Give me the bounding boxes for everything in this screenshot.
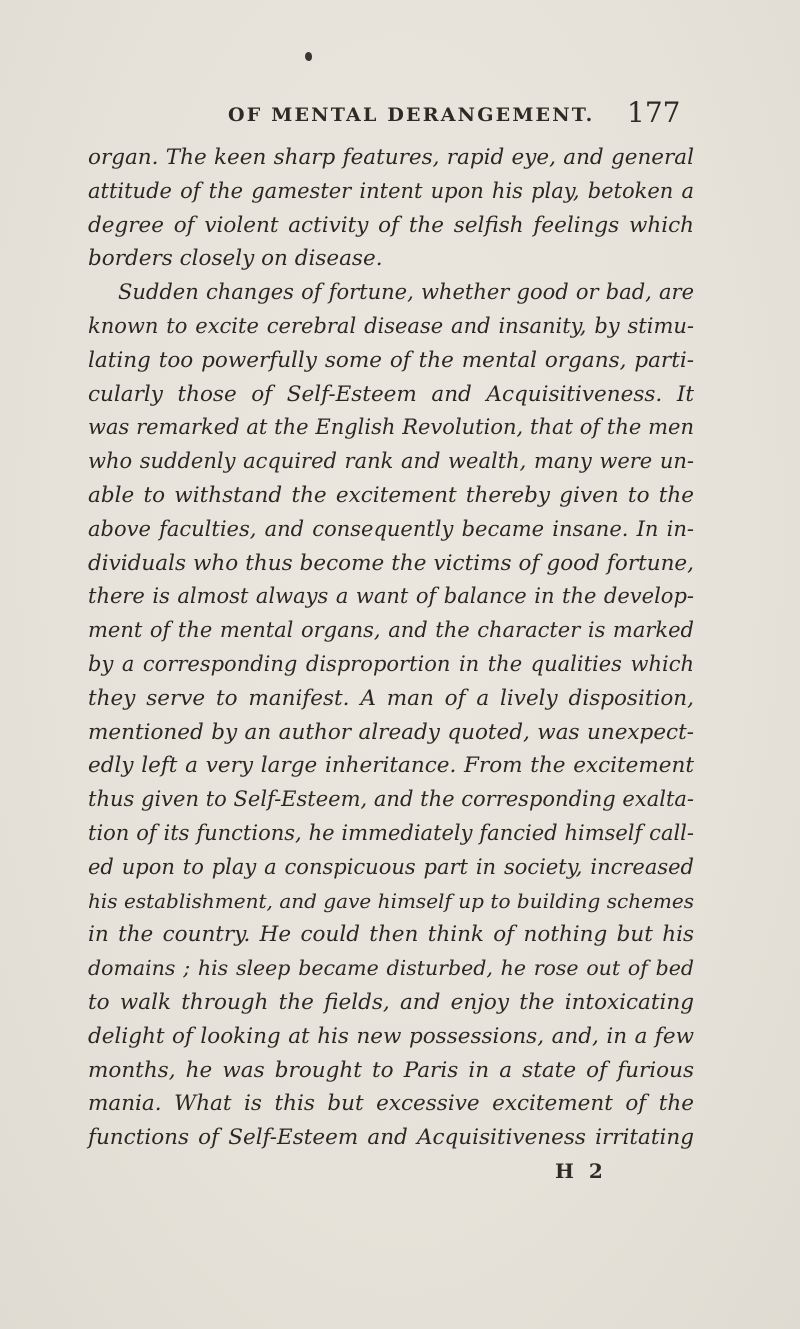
text-line: thus given to Self-Esteem, and the corresponding exalta- [88,787,694,811]
text-line: mania. What is this but excessive excitement of the [88,1091,694,1116]
text-line: they serve to manifest. A man of a lively disposition, [88,686,694,711]
text-line: there is almost always a want of balance in the develop- [88,584,694,608]
text-line: lating too powerfully some of the mental organs, parti- [88,348,694,373]
text-line: cularly those of Self-Esteem and Acquisitiveness. It [88,382,694,407]
text-line: delight of looking at his new possessions, and, in a few [88,1024,694,1049]
text-line: ed upon to play a conspicuous part in society, increased [88,855,694,879]
text-line: in the country. He could then think of nothing but his [88,922,694,947]
text-line: domains ; his sleep became disturbed, he rose out of bed [88,956,694,980]
text-line: was remarked at the English Revolution, that of the men [88,415,694,439]
text-line: who suddenly acquired rank and wealth, many were un- [88,449,694,473]
ink-speck [305,52,312,61]
text-line: months, he was brought to Paris in a state of furious [88,1058,694,1083]
text-line: functions of Self-Esteem and Acquisitiveness irritating [88,1125,694,1150]
text-line: his establishment, and gave himself up to building schemes [88,889,694,913]
text-line: by a corresponding disproportion in the qualities which [88,652,694,676]
text-line: degree of violent activity of the selfish feelings which [88,213,694,238]
text-line: attitude of the gamester intent upon his play, betoken a [88,179,694,203]
text-line: tion of its functions, he immediately fancied himself call- [88,821,694,845]
text-line: borders closely on disease. [88,246,383,271]
text-line: dividuals who thus become the victims of good fortune, [88,551,694,576]
text-line: organ. The keen sharp features, rapid eye, and general [88,145,694,170]
running-head: OF MENTAL DERANGEMENT. [228,104,595,126]
signature-mark: H 2 [555,1159,607,1183]
text-line: able to withstand the excitement thereby given to the [88,483,694,508]
text-line: Sudden changes of fortune, whether good or bad, are [118,280,694,304]
text-line: above faculties, and consequently became insane. In in- [88,517,694,541]
text-line: mentioned by an author already quoted, was unexpect- [88,720,694,745]
page-number: 177 [627,96,681,129]
text-line: ment of the mental organs, and the character is marked [88,618,694,642]
text-line: to walk through the fields, and enjoy the intoxicating [88,990,694,1015]
text-line: edly left a very large inheritance. From the excitement [88,753,694,778]
text-line: known to excite cerebral disease and insanity, by stimu- [88,314,694,338]
